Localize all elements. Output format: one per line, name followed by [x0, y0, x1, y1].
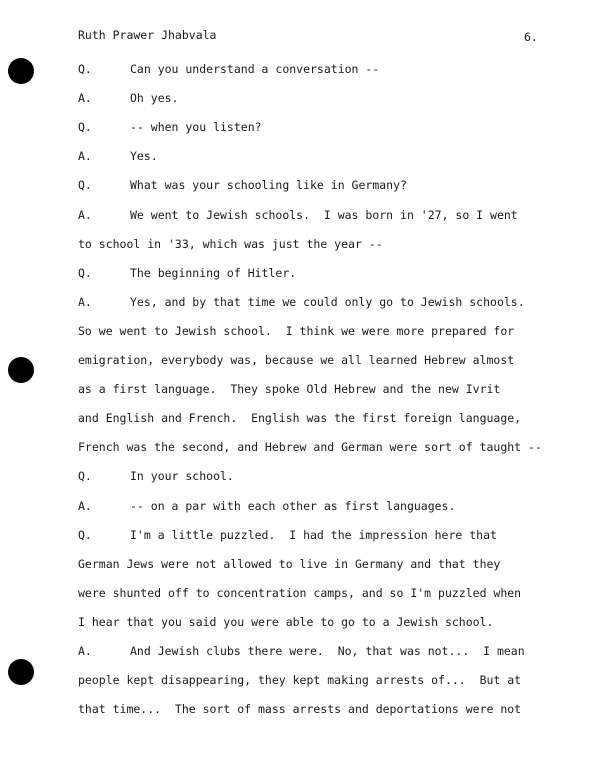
line-text: And Jewish clubs there were. No, that was not... I mean — [130, 644, 525, 658]
speaker-label: Q. — [78, 527, 92, 542]
speaker-label: A. — [78, 91, 92, 106]
line-text: So we went to Jewish school. I think we were more prepared for — [78, 323, 515, 338]
line-text: as a first language. They spoke Old Hebrew and the new Ivrit — [78, 382, 501, 397]
line-text: to school in '33, which was just the year -- — [78, 236, 383, 251]
line-text: I'm a little puzzled. I had the impression here that — [130, 527, 497, 542]
line-text: Yes, and by that time we could only go to Jewish schools. — [130, 294, 525, 309]
speaker-label: A. — [78, 498, 92, 513]
line-text: -- on a par with each other as first languages. — [130, 498, 456, 513]
line-text: German Jews were not allowed to live in Germany and that they — [78, 556, 501, 571]
line-text: The beginning of Hitler. — [130, 265, 297, 280]
punch-hole — [8, 357, 34, 383]
line-text: What was your schooling like in Germany? — [130, 178, 407, 193]
header-name: Ruth Prawer Jhabvala — [78, 28, 217, 42]
speaker-label: Q. — [78, 62, 92, 76]
line-text: French was the second, and Hebrew and German were sort of taught -- — [78, 440, 542, 455]
line-text: Can you understand a conversation -- — [130, 62, 380, 76]
speaker-label: A. — [78, 207, 92, 222]
line-text: I hear that you said you were able to go to a Jewish school. — [78, 614, 494, 629]
line-text: Yes. — [130, 149, 158, 164]
speaker-label: Q. — [78, 265, 92, 280]
line-text: that time... The sort of mass arrests and deportations were not — [78, 702, 522, 717]
line-text: emigration, everybody was, because we all learned Hebrew almost — [78, 353, 515, 367]
line-text: were shunted off to concentration camps, and so I'm puzzled when — [78, 585, 522, 600]
punch-hole — [8, 659, 34, 685]
speaker-label: A. — [78, 149, 92, 164]
line-text: We went to Jewish schools. I was born in '27, so I went — [130, 207, 518, 222]
line-text: -- when you listen? — [130, 120, 262, 135]
punch-hole — [8, 58, 34, 84]
line-text: people kept disappearing, they kept making arrests of... But at — [78, 673, 522, 688]
line-text: and English and French. English was the first foreign language, — [78, 411, 522, 426]
speaker-label: Q. — [78, 178, 92, 193]
speaker-label: Q. — [78, 469, 92, 484]
line-text: Oh yes. — [130, 91, 179, 106]
speaker-label: A. — [78, 644, 92, 658]
speaker-label: A. — [78, 294, 92, 309]
page-number: 6. — [524, 30, 538, 44]
line-text: In your school. — [130, 469, 234, 484]
speaker-label: Q. — [78, 120, 92, 135]
